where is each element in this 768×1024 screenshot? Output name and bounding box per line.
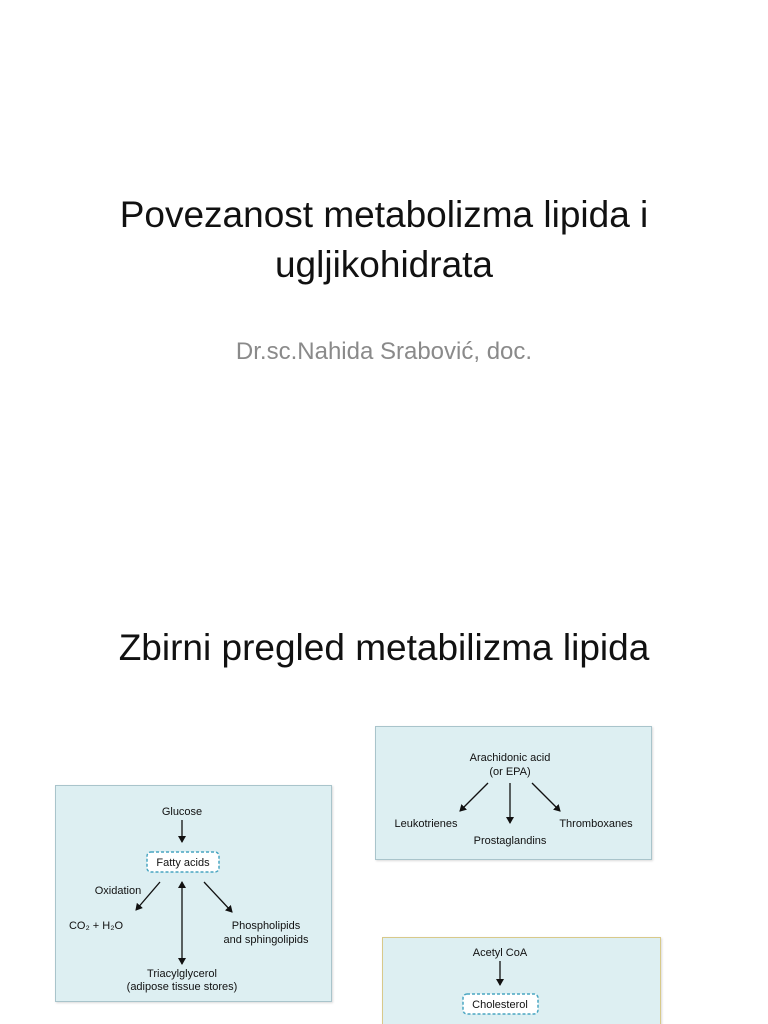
- acetyl-coa-label: Acetyl CoA: [472, 947, 528, 959]
- fatty-acids-diagram-svg: [56, 786, 331, 1001]
- oxidation-label: Oxidation: [94, 885, 142, 897]
- co2-h2o-label: CO₂ + H₂O: [68, 920, 124, 932]
- phospholipids-arrow: [204, 882, 232, 912]
- slide-title-line-2: ugljikohidrata: [274, 244, 494, 285]
- glucose-label: Glucose: [161, 806, 203, 818]
- thromboxanes-label: Thromboxanes: [559, 818, 633, 830]
- slide-title-line-1: Povezanost metabolizma lipida i: [119, 194, 649, 235]
- leukotrienes-arrow: [460, 783, 488, 811]
- arachidonic-acid-label-line-1: Arachidonic acid: [469, 752, 551, 764]
- fatty-acids-label: Fatty acids: [156, 857, 210, 869]
- triacylglycerol-label-line-2: (adipose tissue stores): [126, 981, 238, 993]
- thromboxanes-arrow: [532, 783, 560, 811]
- cholesterol-diagram: [382, 937, 661, 1024]
- slide-subtitle: Dr.sc.Nahida Srabović, doc.: [235, 338, 533, 365]
- overview-slide: [0, 576, 768, 1024]
- slide-title: [40, 190, 728, 290]
- fatty-acids-diagram: [55, 785, 332, 1002]
- phospholipids-label-line-1: Phospholipids: [231, 920, 301, 932]
- triacylglycerol-label-line-1: Triacylglycerol: [147, 968, 217, 980]
- arachidonic-acid-diagram: [375, 726, 652, 860]
- phospholipids-label-line-2: and sphingolipids: [223, 934, 309, 946]
- prostaglandins-label: Prostaglandins: [473, 835, 547, 847]
- arachidonic-acid-diagram-svg: [376, 727, 651, 859]
- overview-title: Zbirni pregled metabilizma lipida: [118, 627, 650, 668]
- cholesterol-label: Cholesterol: [472, 999, 528, 1011]
- cholesterol-diagram-svg: [383, 938, 660, 1024]
- leukotrienes-label: Leukotrienes: [394, 818, 458, 830]
- arachidonic-acid-label-line-2: (or EPA): [489, 766, 531, 778]
